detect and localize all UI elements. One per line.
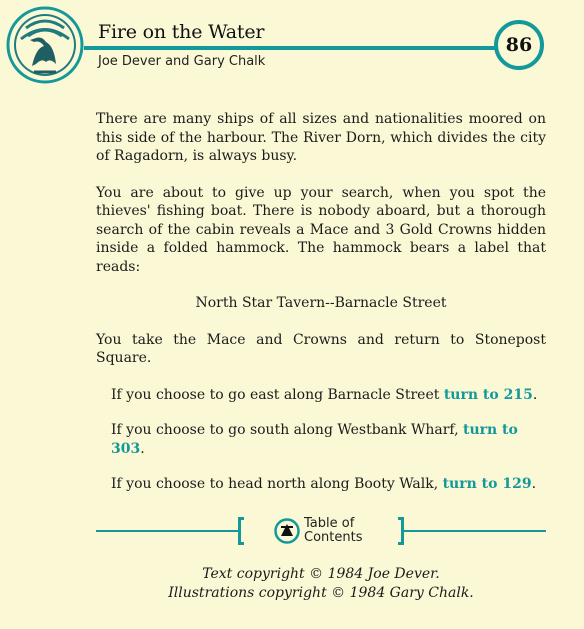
turn-to-215-link[interactable]: turn to 215 <box>443 386 533 403</box>
section-number-badge <box>494 20 544 70</box>
choice-end: . <box>532 386 538 403</box>
paragraph: There are many ships of all sizes and nationalities moored on this side of the harbour. The River Dorn, which divides the city of Ragadorn, is always busy. <box>96 111 546 164</box>
section-number: 86 <box>505 34 533 56</box>
choice-text: If you choose to go east along Barnacle Street <box>111 386 444 403</box>
choice-3 <box>111 475 546 494</box>
choice-2 <box>111 421 546 458</box>
toc-navigation <box>96 515 546 547</box>
copyright-notice <box>96 565 546 603</box>
kai-phoenix-icon <box>6 6 84 84</box>
choice-end: . <box>140 440 145 457</box>
choice-text: If you choose to head north along Booty Walk, <box>111 476 443 492</box>
paragraph: You are about to give up your search, when you spot the thieves' fishing boat. There is nobody aboard, but a thorough search of the cabin reveals a Mace and 3 Gold Crowns hidden inside a folded hammock. The hammock bears a label that reads: <box>96 184 546 275</box>
paragraph: You take the Mace and Crowns and return to Stonepost Square. <box>96 331 546 366</box>
choice-text: If you choose to go south along Westbank Wharf, <box>111 422 463 438</box>
illustrations-copyright: Illustrations copyright © 1984 Gary Chalk. <box>168 585 474 601</box>
header-rule <box>84 46 498 50</box>
kai-logo <box>6 6 84 84</box>
section-text <box>96 110 546 511</box>
label-text: North Star Tavern--Barnacle Street <box>195 295 447 311</box>
turn-to-129-link[interactable]: turn to 129 <box>442 476 532 492</box>
table-of-contents-icon <box>274 518 300 544</box>
book-title: Fire on the Water <box>98 21 265 43</box>
choice-end: . <box>531 476 537 492</box>
choice-1 <box>111 386 546 405</box>
text-copyright: Text copyright © 1984 Joe Dever. <box>202 566 440 582</box>
toc-label-line2: Contents <box>304 530 363 545</box>
toc-bracket-left <box>238 517 244 545</box>
toc-divider-right <box>404 530 546 532</box>
toc-label-line1: Table of <box>304 516 355 531</box>
toc-divider-left <box>96 530 238 532</box>
turn-to-303-link[interactable]: turn to 303 <box>111 422 518 457</box>
table-of-contents-link[interactable] <box>274 516 362 546</box>
book-authors: Joe Dever and Gary Chalk <box>98 54 266 69</box>
